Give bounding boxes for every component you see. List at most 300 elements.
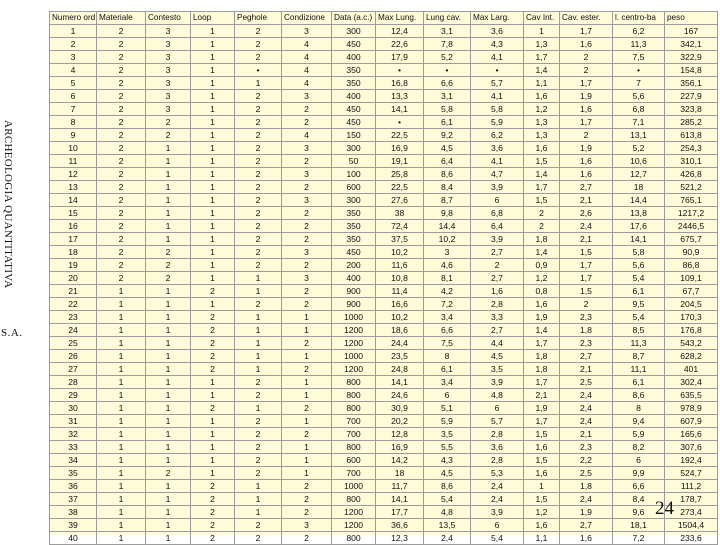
- table-cell: 6,8: [471, 207, 524, 220]
- table-cell: 4,1: [471, 155, 524, 168]
- table-cell: 2,4: [560, 220, 613, 233]
- table-cell: 2,5: [560, 376, 613, 389]
- table-cell: 5,8: [424, 103, 471, 116]
- table-cell: 7,8: [424, 38, 471, 51]
- table-cell: 2,7: [471, 246, 524, 259]
- table-cell: 12,8: [376, 428, 424, 441]
- column-header: Data (a.c.): [332, 12, 376, 25]
- table-cell: 1: [282, 311, 332, 324]
- table-cell: 1: [146, 233, 191, 246]
- table-cell: 1: [235, 337, 282, 350]
- table-cell: 7,5: [424, 337, 471, 350]
- table-cell: 8: [50, 116, 97, 129]
- table-row: [50, 506, 718, 519]
- column-header: Numero ord: [50, 12, 97, 25]
- table-cell: 2446,5: [665, 220, 718, 233]
- table-cell: 450: [332, 116, 376, 129]
- table-cell: 300: [332, 142, 376, 155]
- table-cell: 204,5: [665, 298, 718, 311]
- table-cell: 2: [282, 532, 332, 545]
- table-cell: 1,7: [524, 415, 560, 428]
- table-cell: 11: [50, 155, 97, 168]
- table-cell: 2: [524, 220, 560, 233]
- table-cell: 50: [332, 155, 376, 168]
- table-cell: 20,2: [376, 415, 424, 428]
- table-cell: 24,6: [376, 389, 424, 402]
- table-cell: 1,4: [524, 324, 560, 337]
- table-cell: 3,9: [471, 181, 524, 194]
- table-cell: 2: [235, 90, 282, 103]
- table-cell: 11,6: [376, 259, 424, 272]
- table-cell: 3,3: [471, 311, 524, 324]
- table-cell: 9,4: [613, 415, 665, 428]
- table-cell: 4: [282, 38, 332, 51]
- table-cell: 24,4: [376, 337, 424, 350]
- table-cell: 2: [191, 506, 235, 519]
- table-cell: 1,6: [524, 467, 560, 480]
- table-cell: 6,8: [613, 103, 665, 116]
- table-cell: 2: [235, 454, 282, 467]
- table-cell: 1,1: [524, 77, 560, 90]
- column-header: Max Larg.: [471, 12, 524, 25]
- table-cell: 1: [191, 246, 235, 259]
- table-cell: 2,4: [560, 415, 613, 428]
- table-cell: 36: [50, 480, 97, 493]
- table-cell: 1200: [332, 519, 376, 532]
- table-cell: 613,8: [665, 129, 718, 142]
- table-cell: 40: [50, 532, 97, 545]
- table-cell: 33: [50, 441, 97, 454]
- table-cell: 1: [146, 493, 191, 506]
- table-cell: 11,3: [613, 337, 665, 350]
- table-row: [50, 272, 718, 285]
- table-cell: 2: [191, 402, 235, 415]
- table-cell: 2: [235, 259, 282, 272]
- table-row: [50, 77, 718, 90]
- table-cell: 800: [332, 389, 376, 402]
- table-cell: 2: [191, 363, 235, 376]
- table-cell: 9,2: [424, 129, 471, 142]
- table-row: [50, 194, 718, 207]
- table-cell: 1: [191, 155, 235, 168]
- table-cell: 1: [97, 324, 146, 337]
- column-header: Contesto: [146, 12, 191, 25]
- table-cell: 2: [97, 207, 146, 220]
- table-cell: 1: [97, 311, 146, 324]
- table-cell: 1,5: [560, 285, 613, 298]
- table-cell: 1: [97, 532, 146, 545]
- table-cell: 1,1: [524, 532, 560, 545]
- table-cell: 1,3: [524, 38, 560, 51]
- table-cell: 1,6: [524, 298, 560, 311]
- table-cell: 1: [146, 194, 191, 207]
- table-cell: 2: [235, 25, 282, 38]
- table-cell: 700: [332, 467, 376, 480]
- table-cell: 2,5: [560, 467, 613, 480]
- table-cell: 1,6: [524, 441, 560, 454]
- table-cell: 2: [191, 337, 235, 350]
- table-cell: 28: [50, 376, 97, 389]
- table-cell: 1,7: [524, 51, 560, 64]
- table-cell: 30,9: [376, 402, 424, 415]
- table-cell: 192,4: [665, 454, 718, 467]
- table-cell: 22,5: [376, 181, 424, 194]
- table-cell: 3,5: [424, 428, 471, 441]
- table-cell: 2: [282, 207, 332, 220]
- table-cell: 86,8: [665, 259, 718, 272]
- table-cell: 1,6: [524, 90, 560, 103]
- table-cell: 7: [50, 103, 97, 116]
- table-cell: 1200: [332, 506, 376, 519]
- table-body: [50, 25, 718, 545]
- table-cell: 2,7: [560, 350, 613, 363]
- table-row: [50, 311, 718, 324]
- table-cell: 1,7: [560, 25, 613, 38]
- table-row: [50, 298, 718, 311]
- table-cell: 1: [235, 324, 282, 337]
- table-cell: 1: [191, 194, 235, 207]
- table-cell: 1: [235, 363, 282, 376]
- table-cell: 1: [146, 532, 191, 545]
- table-cell: 1: [282, 376, 332, 389]
- table-cell: 2: [97, 142, 146, 155]
- table-cell: 111,2: [665, 480, 718, 493]
- column-header: Materiale: [97, 12, 146, 25]
- table-cell: 2,4: [560, 493, 613, 506]
- table-cell: 2: [235, 246, 282, 259]
- table-cell: 5,8: [471, 103, 524, 116]
- table-cell: 2: [235, 103, 282, 116]
- table-row: [50, 64, 718, 77]
- table-cell: 1: [146, 311, 191, 324]
- table-cell: 5,4: [613, 272, 665, 285]
- table-row: [50, 285, 718, 298]
- table-cell: •: [613, 64, 665, 77]
- table-cell: 4,6: [424, 259, 471, 272]
- table-cell: 8,4: [613, 493, 665, 506]
- table-cell: 1,9: [560, 506, 613, 519]
- table-cell: 2,6: [560, 207, 613, 220]
- table-cell: 1: [282, 324, 332, 337]
- table-cell: 2: [146, 467, 191, 480]
- table-row: [50, 181, 718, 194]
- table-cell: 1,4: [524, 246, 560, 259]
- table-cell: 2: [97, 272, 146, 285]
- table-row: [50, 415, 718, 428]
- table-row: [50, 168, 718, 181]
- table-cell: 1: [191, 428, 235, 441]
- table-cell: 5,7: [471, 77, 524, 90]
- table-cell: 1: [97, 376, 146, 389]
- table-cell: 11,3: [613, 38, 665, 51]
- table-cell: 1200: [332, 337, 376, 350]
- table-cell: 3: [282, 142, 332, 155]
- table-cell: 2: [97, 155, 146, 168]
- table-cell: 5,2: [424, 51, 471, 64]
- table-cell: 2,7: [471, 272, 524, 285]
- table-cell: 1,6: [560, 38, 613, 51]
- table-cell: 1: [191, 116, 235, 129]
- table-cell: 310,1: [665, 155, 718, 168]
- table-cell: 1: [146, 454, 191, 467]
- table-cell: 4,2: [424, 285, 471, 298]
- table-cell: 1: [191, 220, 235, 233]
- table-cell: 1: [282, 441, 332, 454]
- table-cell: 25,8: [376, 168, 424, 181]
- table-cell: 2: [282, 298, 332, 311]
- table-cell: 4,7: [471, 168, 524, 181]
- table-cell: 1: [282, 467, 332, 480]
- table-cell: 900: [332, 298, 376, 311]
- table-cell: 800: [332, 402, 376, 415]
- table-cell: 356,1: [665, 77, 718, 90]
- table-cell: 13,5: [424, 519, 471, 532]
- table-cell: 90,9: [665, 246, 718, 259]
- table-row: [50, 129, 718, 142]
- table-cell: 1,8: [524, 233, 560, 246]
- table-cell: 1,9: [560, 90, 613, 103]
- table-cell: 1: [191, 441, 235, 454]
- table-cell: 3,1: [424, 25, 471, 38]
- table-cell: 1000: [332, 350, 376, 363]
- table-cell: 1,2: [524, 272, 560, 285]
- table-cell: 37,5: [376, 233, 424, 246]
- table-cell: 1: [235, 285, 282, 298]
- table-cell: 20: [50, 272, 97, 285]
- table-cell: 9: [50, 129, 97, 142]
- table-cell: 5,2: [613, 142, 665, 155]
- table-cell: 1: [191, 77, 235, 90]
- table-cell: 2: [235, 116, 282, 129]
- table-cell: 2: [235, 155, 282, 168]
- table-cell: •: [235, 64, 282, 77]
- table-cell: 1: [191, 129, 235, 142]
- table-cell: 4,1: [471, 51, 524, 64]
- table-cell: 978,9: [665, 402, 718, 415]
- table-cell: 1: [146, 181, 191, 194]
- table-cell: 426,8: [665, 168, 718, 181]
- table-cell: 1: [191, 51, 235, 64]
- table-row: [50, 480, 718, 493]
- table-row: [50, 246, 718, 259]
- table-cell: 323,8: [665, 103, 718, 116]
- table-cell: 5,6: [613, 90, 665, 103]
- table-cell: 1,6: [560, 168, 613, 181]
- table-cell: 7: [613, 77, 665, 90]
- table-cell: 3,4: [424, 311, 471, 324]
- table-cell: 1: [146, 415, 191, 428]
- table-cell: 607,9: [665, 415, 718, 428]
- table-cell: 2,1: [560, 233, 613, 246]
- table-cell: 1,8: [560, 324, 613, 337]
- column-header: peso: [665, 12, 718, 25]
- table-cell: 5,9: [613, 428, 665, 441]
- table-cell: 400: [332, 90, 376, 103]
- table-cell: 350: [332, 77, 376, 90]
- table-cell: 13: [50, 181, 97, 194]
- table-cell: 1: [146, 441, 191, 454]
- table-cell: 2: [235, 519, 282, 532]
- table-cell: 675,7: [665, 233, 718, 246]
- table-cell: 1,8: [524, 363, 560, 376]
- table-cell: 27,6: [376, 194, 424, 207]
- table-cell: 1,5: [560, 246, 613, 259]
- table-cell: 3,5: [471, 363, 524, 376]
- table-cell: 2: [97, 181, 146, 194]
- table-cell: 1,6: [524, 519, 560, 532]
- table-row: [50, 441, 718, 454]
- table-cell: 543,2: [665, 337, 718, 350]
- table-cell: 600: [332, 454, 376, 467]
- table-cell: 6,1: [613, 376, 665, 389]
- table-cell: 1: [97, 441, 146, 454]
- table-cell: 4,8: [424, 506, 471, 519]
- table-cell: 2: [235, 142, 282, 155]
- table-row: [50, 467, 718, 480]
- table-cell: 1: [97, 519, 146, 532]
- page-number: 24: [655, 498, 674, 519]
- table-cell: 3: [146, 25, 191, 38]
- table-cell: 1000: [332, 311, 376, 324]
- table-cell: 2: [97, 129, 146, 142]
- column-header: l. centro-ba: [613, 12, 665, 25]
- table-cell: 14,1: [376, 376, 424, 389]
- table-cell: 2: [50, 38, 97, 51]
- table-cell: 2: [282, 506, 332, 519]
- table-cell: 1: [235, 480, 282, 493]
- table-cell: 1: [97, 480, 146, 493]
- table-cell: 38: [50, 506, 97, 519]
- table-cell: 2: [97, 233, 146, 246]
- table-cell: 4,8: [471, 389, 524, 402]
- table-cell: 1,7: [560, 116, 613, 129]
- table-cell: 2: [191, 285, 235, 298]
- table-cell: 14: [50, 194, 97, 207]
- table-row: [50, 142, 718, 155]
- table-cell: 8,6: [424, 168, 471, 181]
- table-cell: 11,1: [613, 363, 665, 376]
- table-cell: 254,3: [665, 142, 718, 155]
- table-cell: 11,7: [376, 480, 424, 493]
- table-row: [50, 350, 718, 363]
- table-cell: 2: [97, 77, 146, 90]
- table-cell: 200: [332, 259, 376, 272]
- table-cell: 2: [560, 64, 613, 77]
- table-cell: 2,1: [524, 389, 560, 402]
- table-header-row: [50, 12, 718, 25]
- table-cell: 1: [282, 389, 332, 402]
- table-cell: 1,6: [560, 103, 613, 116]
- table-cell: 2: [191, 311, 235, 324]
- table-cell: 2,4: [471, 493, 524, 506]
- table-cell: 1,3: [524, 129, 560, 142]
- table-cell: 4,1: [471, 90, 524, 103]
- table-cell: 800: [332, 493, 376, 506]
- table-cell: 350: [332, 64, 376, 77]
- table-cell: 17,9: [376, 51, 424, 64]
- table-cell: 8,7: [613, 350, 665, 363]
- table-cell: 700: [332, 415, 376, 428]
- table-cell: 1: [146, 220, 191, 233]
- table-cell: 1: [191, 454, 235, 467]
- table-row: [50, 103, 718, 116]
- table-cell: 6: [50, 90, 97, 103]
- table-cell: 170,3: [665, 311, 718, 324]
- table-cell: 1000: [332, 480, 376, 493]
- table-cell: 6,4: [471, 220, 524, 233]
- table-cell: 2: [97, 220, 146, 233]
- table-cell: 14,4: [424, 220, 471, 233]
- table-cell: 17: [50, 233, 97, 246]
- table-cell: 8,4: [424, 181, 471, 194]
- table-cell: 1: [146, 376, 191, 389]
- table-cell: 1: [524, 480, 560, 493]
- table-cell: 5,4: [424, 493, 471, 506]
- table-cell: 3,1: [424, 90, 471, 103]
- table-cell: 3,6: [471, 441, 524, 454]
- table-cell: 1: [191, 103, 235, 116]
- table-cell: 2: [97, 51, 146, 64]
- table-cell: 1,6: [560, 155, 613, 168]
- table-cell: 8,5: [613, 324, 665, 337]
- data-table: [49, 11, 718, 545]
- table-cell: 1: [282, 415, 332, 428]
- table-cell: 18,1: [613, 519, 665, 532]
- table-cell: 15: [50, 207, 97, 220]
- table-cell: 5,4: [471, 532, 524, 545]
- table-cell: 16: [50, 220, 97, 233]
- table-cell: 1: [235, 506, 282, 519]
- table-cell: 26: [50, 350, 97, 363]
- table-cell: 1: [191, 259, 235, 272]
- table-cell: 2: [524, 207, 560, 220]
- table-row: [50, 402, 718, 415]
- table-cell: 524,7: [665, 467, 718, 480]
- table-cell: 1: [282, 350, 332, 363]
- table-cell: 3: [424, 246, 471, 259]
- table-cell: 10,6: [613, 155, 665, 168]
- table-row: [50, 519, 718, 532]
- table-cell: 18: [50, 246, 97, 259]
- table-cell: •: [471, 64, 524, 77]
- table-cell: 700: [332, 428, 376, 441]
- table-cell: 10,2: [424, 233, 471, 246]
- table-cell: 1,4: [524, 64, 560, 77]
- table-cell: 300: [332, 25, 376, 38]
- table-cell: 1: [97, 467, 146, 480]
- table-cell: 2,7: [560, 519, 613, 532]
- table-cell: 1,5: [524, 194, 560, 207]
- table-cell: 2: [235, 415, 282, 428]
- table-row: [50, 207, 718, 220]
- table-cell: 3: [146, 64, 191, 77]
- table-cell: 1: [97, 389, 146, 402]
- author-initials: S.A.: [1, 327, 23, 339]
- table-cell: 13,1: [613, 129, 665, 142]
- table-cell: 18,6: [376, 324, 424, 337]
- table-cell: 16,9: [376, 441, 424, 454]
- table-cell: 3,9: [471, 233, 524, 246]
- table-cell: 17,6: [613, 220, 665, 233]
- column-header: Loop: [191, 12, 235, 25]
- table-cell: 1,2: [524, 506, 560, 519]
- table-cell: 24: [50, 324, 97, 337]
- table-cell: 401: [665, 363, 718, 376]
- table-cell: 6,6: [424, 324, 471, 337]
- table-cell: 10,2: [376, 311, 424, 324]
- column-header: Cav. ester.: [560, 12, 613, 25]
- table-cell: 302,4: [665, 376, 718, 389]
